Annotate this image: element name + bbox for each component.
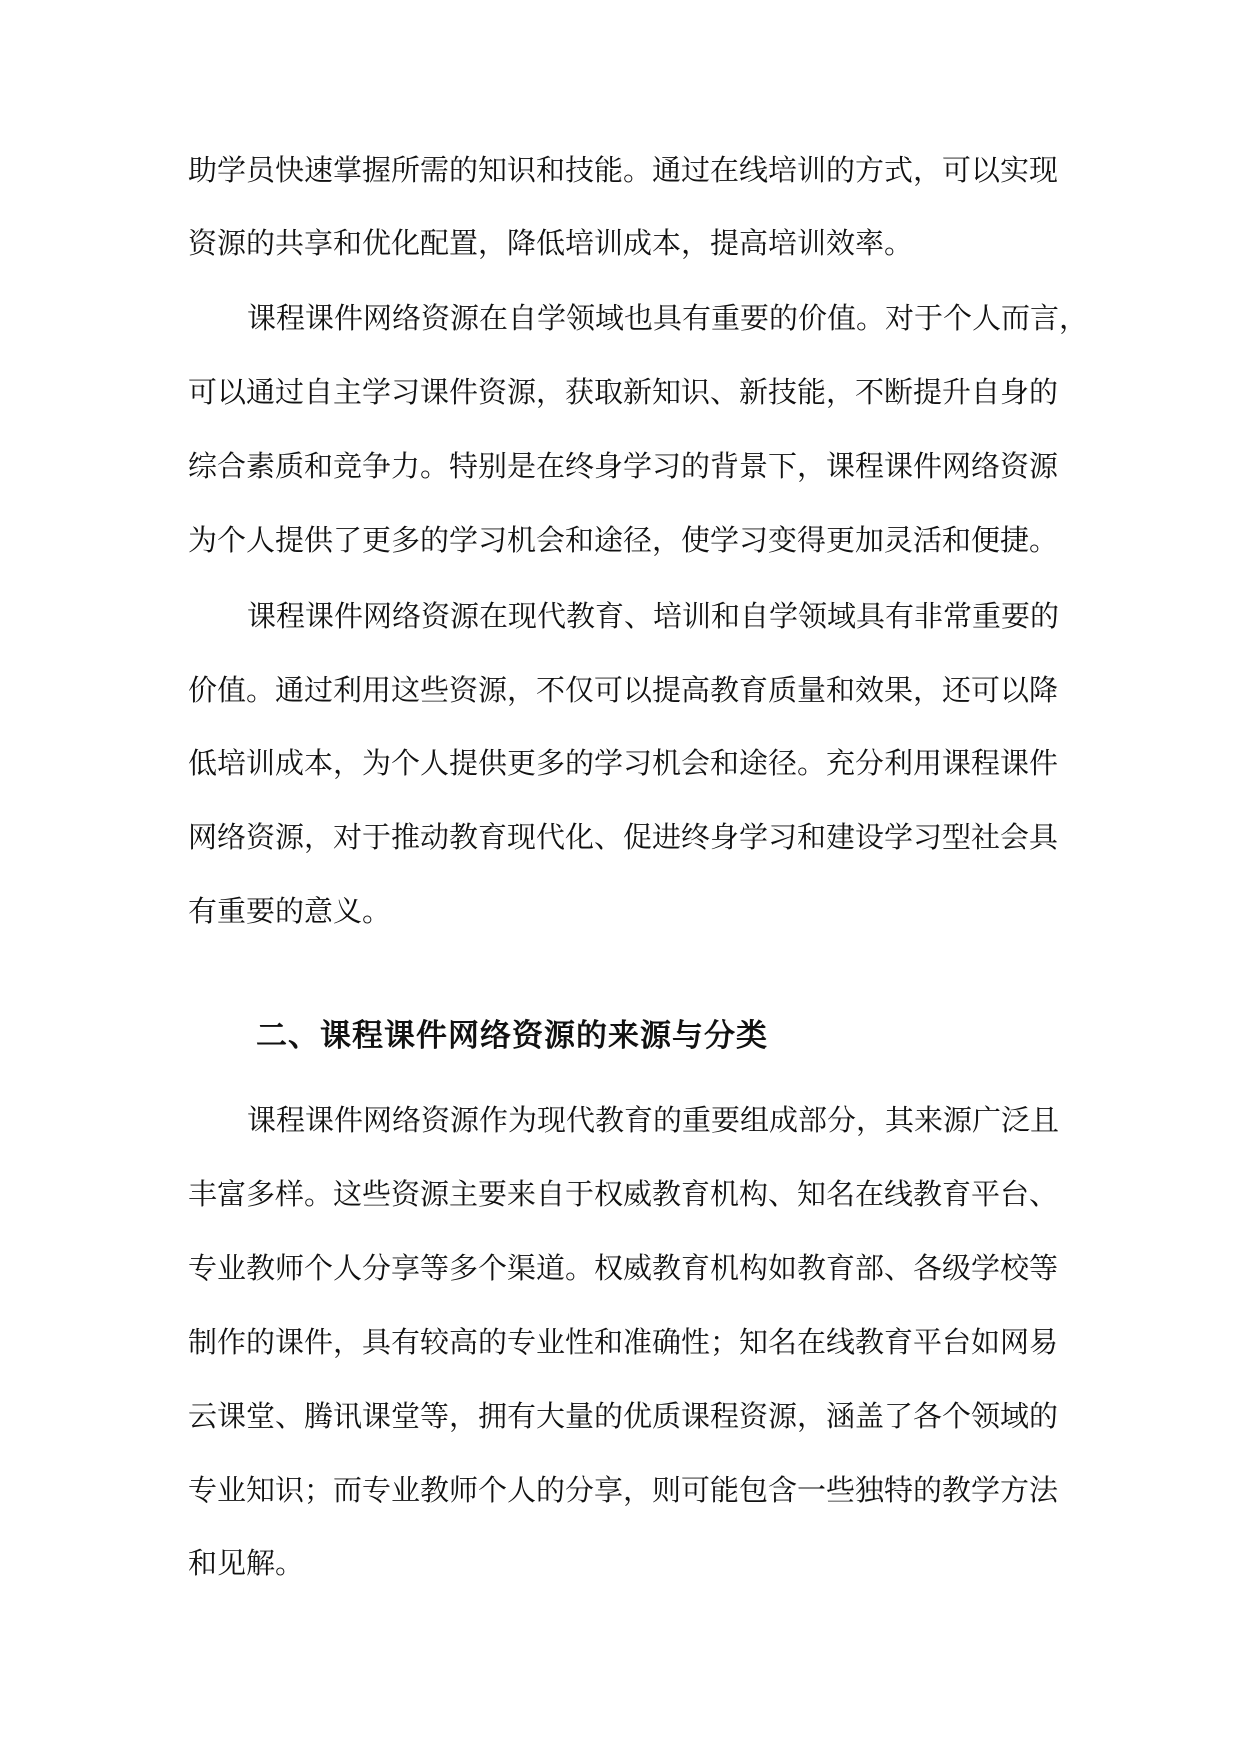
paragraph-line: 丰富多样。这些资源主要来自于权威教育机构、知名在线教育平台、 <box>188 1177 1059 1211</box>
paragraph-line: 综合素质和竞争力。特别是在终身学习的背景下，课程课件网络资源 <box>188 449 1059 483</box>
paragraph-line: 课程课件网络资源在自学领域也具有重要的价值。对于个人而言， <box>247 301 1089 335</box>
paragraph-line: 网络资源，对于推动教育现代化、促进终身学习和建设学习型社会具 <box>188 820 1059 854</box>
paragraph-line: 云课堂、腾讯课堂等，拥有大量的优质课程资源，涵盖了各个领域的 <box>188 1399 1059 1433</box>
paragraph-line: 有重要的意义。 <box>188 894 392 928</box>
paragraph-line: 低培训成本，为个人提供更多的学习机会和途径。充分利用课程课件 <box>188 746 1059 780</box>
paragraph-line: 专业教师个人分享等多个渠道。权威教育机构如教育部、各级学校等 <box>188 1251 1059 1285</box>
paragraph-line: 专业知识；而专业教师个人的分享，则可能包含一些独特的教学方法 <box>188 1473 1059 1507</box>
paragraph-line: 制作的课件，具有较高的专业性和准确性；知名在线教育平台如网易 <box>188 1325 1059 1359</box>
paragraph-line: 和见解。 <box>188 1546 305 1580</box>
section-heading: 二、课程课件网络资源的来源与分类 <box>256 1018 768 1054</box>
paragraph-line: 可以通过自主学习课件资源，获取新知识、新技能，不断提升自身的 <box>188 375 1059 409</box>
paragraph-line: 价值。通过利用这些资源，不仅可以提高教育质量和效果，还可以降 <box>188 673 1059 707</box>
paragraph-line: 助学员快速掌握所需的知识和技能。通过在线培训的方式，可以实现 <box>188 153 1059 187</box>
paragraph-line: 课程课件网络资源在现代教育、培训和自学领域具有非常重要的 <box>247 599 1060 633</box>
paragraph-line: 为个人提供了更多的学习机会和途径，使学习变得更加灵活和便捷。 <box>188 523 1059 557</box>
paragraph-line: 课程课件网络资源作为现代教育的重要组成部分，其来源广泛且 <box>247 1103 1060 1137</box>
paragraph-line: 资源的共享和优化配置，降低培训成本，提高培训效率。 <box>188 226 914 260</box>
